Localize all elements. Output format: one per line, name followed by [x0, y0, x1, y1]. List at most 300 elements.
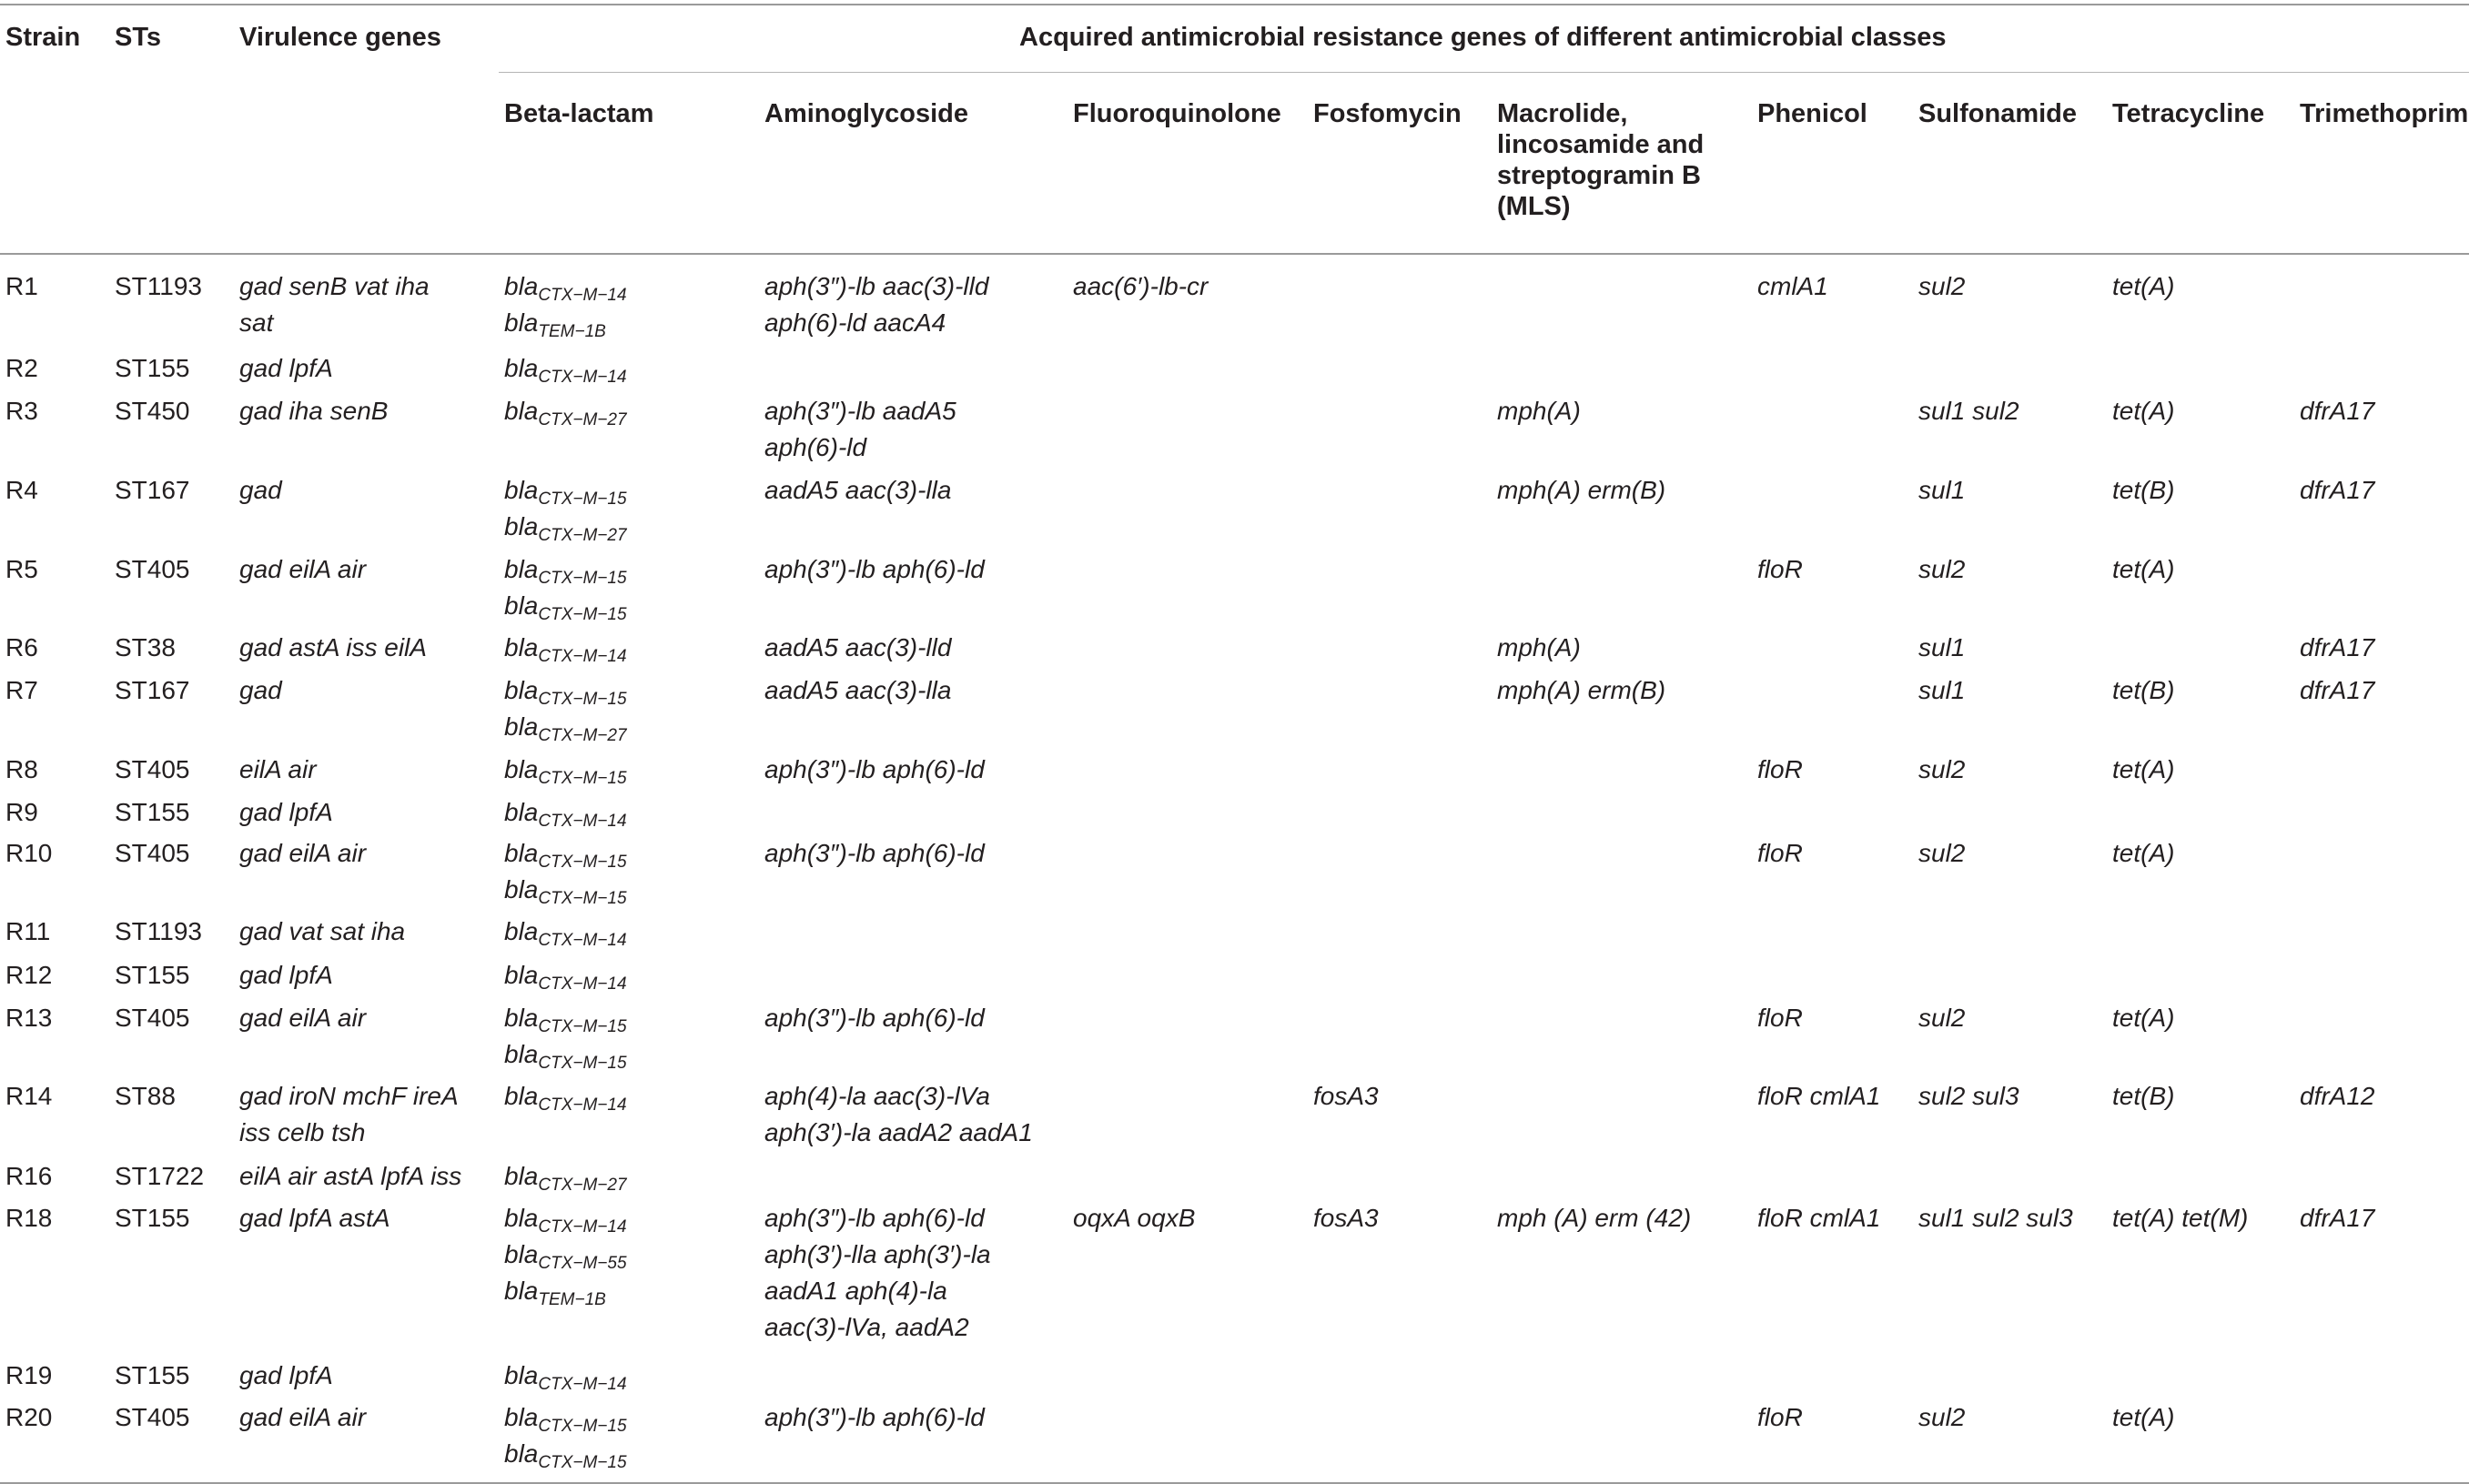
cell-mls [1497, 393, 1581, 429]
cell-sulfonamide-line: sul2 [1918, 555, 1966, 583]
cell-st: ST155 [115, 1204, 190, 1232]
gene-base: bla [504, 1204, 539, 1232]
cell-st: ST155 [115, 354, 190, 382]
cell-virulence [239, 835, 366, 872]
cell-tetracycline-line: tet(B) [2112, 676, 2175, 704]
gene-subscript: CTX−M−15 [538, 889, 627, 908]
cell-tetracycline [2112, 752, 2174, 788]
cell-tetracycline-line: tet(A) tet(M) [2112, 1204, 2249, 1232]
cell-sulfonamide-line: sul2 [1918, 1004, 1966, 1032]
cell-sulfonamide-line: sul2 sul3 [1918, 1082, 2019, 1110]
cell-virulence-line: gad eilA air [239, 1004, 367, 1032]
gene-subscript: CTX−M−14 [538, 812, 627, 831]
cell-sulfonamide [1918, 630, 1965, 666]
cell-virulence-line: gad [239, 676, 282, 704]
cell-beta-lactam-line [504, 393, 627, 429]
cell-aminoglycoside-line: aph(6)-ld [764, 433, 867, 461]
cell-beta-lactam-line [504, 551, 627, 588]
gene-subscript: TEM−1B [538, 1290, 606, 1309]
cell-virulence-line: sat [239, 308, 274, 337]
cell-aminoglycoside [764, 393, 956, 466]
cell-beta-lactam [504, 1399, 627, 1472]
cell-phenicol [1757, 1399, 1803, 1436]
cell-mls-line: mph(A) [1497, 397, 1581, 425]
cell-phenicol-line: floR [1757, 839, 1803, 867]
cell-strain: R1 [5, 272, 38, 300]
cell-fluoroquinolone-line: aac(6′)-lb-cr [1073, 272, 1209, 300]
gene-subscript: CTX−M−14 [538, 1375, 627, 1394]
cell-strain: R19 [5, 1361, 53, 1389]
gene-subscript: CTX−M−27 [538, 410, 627, 429]
gene-base: bla [504, 354, 539, 382]
cell-phenicol [1757, 835, 1803, 872]
cell-beta-lactam [504, 794, 627, 831]
cell-st: ST405 [115, 1004, 190, 1032]
gene-base: bla [504, 591, 539, 620]
gene-base: bla [504, 1162, 539, 1190]
cell-tetracycline-line: tet(A) [2112, 397, 2175, 425]
cell-sulfonamide [1918, 551, 1965, 588]
gene-subscript: TEM−1B [538, 322, 606, 341]
cell-beta-lactam [504, 752, 627, 788]
cell-virulence-line: gad lpfA [239, 1361, 333, 1389]
cell-tetracycline [2112, 1200, 2248, 1237]
cell-virulence-line: gad senB vat iha [239, 272, 430, 300]
cell-tetracycline [2112, 835, 2174, 872]
cell-aminoglycoside-line: aph(3″)-lb aph(6)-ld [764, 1403, 985, 1431]
gene-subscript: CTX−M−15 [538, 605, 627, 624]
cell-aminoglycoside [764, 630, 951, 666]
cell-beta-lactam-line [504, 1358, 627, 1394]
cell-virulence [239, 630, 427, 666]
cell-virulence-line: gad iroN mchF ireA [239, 1082, 459, 1110]
gene-base: bla [504, 1040, 539, 1068]
cell-st: ST167 [115, 476, 190, 504]
cell-beta-lactam [504, 472, 627, 545]
cell-sulfonamide [1918, 472, 1965, 509]
header-resistance-group: Acquired antimicrobial resistance genes of different antimicrobial classes [1019, 23, 1947, 52]
cell-strain: R14 [5, 1082, 53, 1110]
cell-tetracycline-line: tet(A) [2112, 1403, 2175, 1431]
cell-beta-lactam-line [504, 268, 627, 305]
gene-subscript: CTX−M−15 [538, 1453, 627, 1472]
cell-aminoglycoside-line: aph(3″)-lb aadA5 [764, 397, 956, 425]
cell-beta-lactam-line [504, 509, 627, 545]
header-tetracycline: Tetracycline [2112, 99, 2265, 128]
cell-sulfonamide-line: sul2 [1918, 1403, 1966, 1431]
cell-st: ST38 [115, 633, 176, 661]
header-phenicol: Phenicol [1757, 99, 1867, 128]
cell-aminoglycoside [764, 1399, 985, 1436]
cell-virulence [239, 1358, 333, 1394]
cell-aminoglycoside [764, 1078, 1033, 1151]
cell-beta-lactam-line [504, 1158, 627, 1195]
cell-phenicol-line: cmlA1 [1757, 272, 1828, 300]
cell-beta-lactam-line [504, 1436, 627, 1472]
cell-aminoglycoside [764, 1000, 985, 1036]
cell-mls [1497, 1200, 1691, 1237]
cell-virulence [239, 914, 405, 950]
cell-virulence [239, 752, 317, 788]
cell-aminoglycoside [764, 835, 985, 872]
cell-beta-lactam [504, 350, 627, 387]
cell-aminoglycoside-line: aph(6)-ld aacA4 [764, 308, 946, 337]
gene-subscript: CTX−M−14 [538, 974, 627, 994]
gene-base: bla [504, 512, 539, 540]
cell-fluoroquinolone [1073, 268, 1208, 305]
cell-fluoroquinolone [1073, 1200, 1195, 1237]
cell-phenicol-line: floR [1757, 1004, 1803, 1032]
cell-tetracycline-line: tet(B) [2112, 476, 2175, 504]
cell-beta-lactam-line [504, 914, 627, 950]
cell-tetracycline [2112, 268, 2174, 305]
cell-aminoglycoside-line: aph(3″)-lb aph(6)-ld [764, 1204, 985, 1232]
cell-sulfonamide [1918, 835, 1965, 872]
cell-strain: R6 [5, 633, 38, 661]
cell-phenicol-line: floR [1757, 1403, 1803, 1431]
cell-virulence-line: gad vat sat iha [239, 917, 406, 945]
header-virulence: Virulence genes [239, 23, 441, 52]
cell-virulence-line: gad iha senB [239, 397, 389, 425]
gene-base: bla [504, 308, 539, 337]
cell-mls-line: mph(A) [1497, 633, 1581, 661]
cell-beta-lactam-line [504, 709, 627, 745]
cell-trimethoprim [2300, 1200, 2375, 1237]
cell-beta-lactam [504, 393, 627, 429]
cell-strain: R11 [5, 917, 51, 945]
cell-beta-lactam [504, 672, 627, 745]
cell-phenicol-line: floR [1757, 755, 1803, 783]
cell-aminoglycoside [764, 551, 985, 588]
cell-trimethoprim [2300, 472, 2375, 509]
cell-sulfonamide-line: sul1 [1918, 676, 1966, 704]
cell-virulence [239, 794, 333, 831]
cell-aminoglycoside [764, 1200, 991, 1346]
cell-virulence-line: gad lpfA [239, 798, 333, 826]
cell-trimethoprim-line: dfrA12 [2300, 1082, 2375, 1110]
cell-phenicol [1757, 1200, 1880, 1237]
gene-subscript: CTX−M−15 [538, 690, 627, 709]
gene-subscript: CTX−M−15 [538, 490, 627, 509]
gene-subscript: CTX−M−15 [538, 769, 627, 788]
cell-aminoglycoside [764, 472, 951, 509]
gene-subscript: CTX−M−14 [538, 931, 627, 950]
cell-aminoglycoside [764, 672, 951, 709]
cell-phenicol [1757, 1000, 1803, 1036]
cell-tetracycline [2112, 472, 2174, 509]
cell-mls [1497, 630, 1581, 666]
cell-aminoglycoside-line: aadA5 aac(3)-lla [764, 476, 952, 504]
gene-base: bla [504, 1361, 539, 1389]
cell-mls [1497, 472, 1665, 509]
cell-sulfonamide [1918, 1399, 1965, 1436]
cell-virulence [239, 472, 282, 509]
gene-subscript: CTX−M−27 [538, 1176, 627, 1195]
gene-subscript: CTX−M−14 [538, 286, 627, 305]
cell-strain: R4 [5, 476, 38, 504]
cell-beta-lactam-line [504, 305, 627, 341]
cell-virulence-line: gad lpfA [239, 961, 333, 989]
cell-tetracycline [2112, 672, 2174, 709]
cell-sulfonamide [1918, 1200, 2073, 1237]
gene-subscript: CTX−M−55 [538, 1254, 627, 1273]
cell-st: ST1193 [115, 272, 202, 300]
cell-aminoglycoside-line: aadA5 aac(3)-lld [764, 633, 952, 661]
cell-trimethoprim-line: dfrA17 [2300, 1204, 2375, 1232]
cell-beta-lactam-line [504, 794, 627, 831]
cell-aminoglycoside-line: aph(3″)-lb aph(6)-ld [764, 1004, 985, 1032]
cell-sulfonamide-line: sul2 [1918, 272, 1966, 300]
cell-beta-lactam-line [504, 1036, 627, 1073]
cell-beta-lactam [504, 1200, 627, 1309]
gene-base: bla [504, 476, 539, 504]
header-strain: Strain [5, 23, 81, 52]
cell-phenicol-line: floR cmlA1 [1757, 1082, 1881, 1110]
cell-beta-lactam-line [504, 1399, 627, 1436]
gene-subscript: CTX−M−14 [538, 1217, 627, 1237]
cell-trimethoprim [2300, 1078, 2375, 1115]
cell-st: ST1193 [115, 917, 202, 945]
gene-base: bla [504, 555, 539, 583]
cell-virulence-line: gad lpfA astA [239, 1204, 390, 1232]
cell-mls-line: mph(A) erm(B) [1497, 676, 1666, 704]
gene-base: bla [504, 272, 539, 300]
cell-virulence [239, 350, 333, 387]
gene-base: bla [504, 839, 539, 867]
gene-base: bla [504, 633, 539, 661]
cell-fosfomycin [1313, 1078, 1379, 1115]
cell-phenicol [1757, 1078, 1880, 1115]
cell-fosfomycin-line: fosA3 [1313, 1082, 1379, 1110]
cell-phenicol [1757, 551, 1803, 588]
cell-beta-lactam [504, 268, 627, 341]
cell-sulfonamide [1918, 752, 1965, 788]
cell-virulence-line: gad eilA air [239, 555, 367, 583]
header-aminoglycoside: Aminoglycoside [764, 99, 968, 128]
header-mls: Macrolide, lincosamide and streptogramin B (MLS) [1497, 99, 1705, 221]
cell-sulfonamide-line: sul2 [1918, 755, 1966, 783]
cell-st: ST155 [115, 1361, 190, 1389]
cell-trimethoprim [2300, 630, 2375, 666]
cell-aminoglycoside-line: aph(3′)-la aadA2 aadA1 [764, 1118, 1033, 1146]
cell-mls-line: mph (A) erm (42) [1497, 1204, 1692, 1232]
cell-beta-lactam [504, 551, 627, 624]
cell-virulence-line: gad astA iss eilA [239, 633, 427, 661]
cell-mls-line: mph(A) erm(B) [1497, 476, 1666, 504]
cell-virulence-line: eilA air astA lpfA iss [239, 1162, 462, 1190]
gene-base: bla [504, 961, 539, 989]
cell-beta-lactam-line [504, 1273, 627, 1309]
cell-strain: R9 [5, 798, 38, 826]
cell-beta-lactam-line [504, 1200, 627, 1237]
cell-strain: R20 [5, 1403, 53, 1431]
gene-base: bla [504, 1403, 539, 1431]
gene-base: bla [504, 1277, 539, 1305]
cell-aminoglycoside-line: aph(3″)-lb aac(3)-lld [764, 272, 989, 300]
cell-tetracycline [2112, 1399, 2174, 1436]
cell-virulence-line: gad eilA air [239, 839, 367, 867]
cell-virulence [239, 672, 282, 709]
cell-beta-lactam-line [504, 672, 627, 709]
cell-beta-lactam-line [504, 472, 627, 509]
cell-sulfonamide-line: sul1 [1918, 476, 1966, 504]
cell-aminoglycoside-line: aph(4)-la aac(3)-lVa [764, 1082, 990, 1110]
cell-st: ST1722 [115, 1162, 205, 1190]
cell-beta-lactam-line [504, 835, 627, 872]
cell-phenicol-line: floR [1757, 555, 1803, 583]
cell-aminoglycoside-line: aadA5 aac(3)-lla [764, 676, 952, 704]
gene-subscript: CTX−M−15 [538, 569, 627, 588]
cell-beta-lactam-line [504, 1078, 627, 1115]
cell-strain: R16 [5, 1162, 53, 1190]
cell-virulence [239, 1158, 461, 1195]
gene-base: bla [504, 1240, 539, 1268]
cell-mls [1497, 672, 1665, 709]
cell-tetracycline [2112, 1078, 2174, 1115]
cell-fluoroquinolone-line: oqxA oqxB [1073, 1204, 1196, 1232]
cell-tetracycline-line: tet(B) [2112, 1082, 2175, 1110]
cell-strain: R18 [5, 1204, 53, 1232]
cell-aminoglycoside [764, 268, 988, 341]
cell-tetracycline-line: tet(A) [2112, 555, 2175, 583]
cell-sulfonamide-line: sul1 sul2 [1918, 397, 2019, 425]
cell-phenicol-line: floR cmlA1 [1757, 1204, 1881, 1232]
cell-st: ST450 [115, 397, 190, 425]
cell-beta-lactam-line [504, 752, 627, 788]
cell-aminoglycoside-line: aph(3′)-lla aph(3′)-la [764, 1240, 991, 1268]
cell-strain: R2 [5, 354, 38, 382]
cell-beta-lactam-line [504, 350, 627, 387]
cell-trimethoprim-line: dfrA17 [2300, 476, 2375, 504]
cell-strain: R13 [5, 1004, 53, 1032]
gene-subscript: CTX−M−15 [538, 1017, 627, 1036]
cell-beta-lactam [504, 835, 627, 908]
group-header-underline [499, 72, 2469, 73]
cell-beta-lactam [504, 630, 627, 666]
cell-st: ST405 [115, 555, 190, 583]
gene-subscript: CTX−M−14 [538, 1095, 627, 1115]
cell-aminoglycoside-line: aph(3″)-lb aph(6)-ld [764, 839, 985, 867]
cell-trimethoprim-line: dfrA17 [2300, 397, 2375, 425]
cell-trimethoprim-line: dfrA17 [2300, 633, 2375, 661]
cell-sulfonamide-line: sul2 [1918, 839, 1966, 867]
cell-virulence [239, 957, 333, 994]
cell-sulfonamide [1918, 1000, 1965, 1036]
header-sts: STs [115, 23, 162, 52]
gene-base: bla [504, 1439, 539, 1468]
cell-virulence [239, 551, 366, 588]
cell-virulence [239, 1000, 366, 1036]
cell-sulfonamide [1918, 672, 1965, 709]
cell-tetracycline-line: tet(A) [2112, 272, 2175, 300]
cell-beta-lactam-line [504, 630, 627, 666]
cell-beta-lactam [504, 957, 627, 994]
cell-strain: R12 [5, 961, 53, 989]
gene-base: bla [504, 875, 539, 904]
top-rule [0, 4, 2469, 5]
gene-subscript: CTX−M−14 [538, 647, 627, 666]
cell-fosfomycin [1313, 1200, 1379, 1237]
cell-sulfonamide [1918, 393, 2019, 429]
cell-virulence [239, 1200, 390, 1237]
gene-subscript: CTX−M−14 [538, 368, 627, 387]
gene-base: bla [504, 1082, 539, 1110]
gene-subscript: CTX−M−15 [538, 1417, 627, 1436]
cell-aminoglycoside [764, 752, 985, 788]
cell-virulence-line: gad lpfA [239, 354, 333, 382]
cell-beta-lactam [504, 1358, 627, 1394]
cell-phenicol [1757, 752, 1803, 788]
cell-st: ST155 [115, 961, 190, 989]
header-beta-lactam: Beta-lactam [504, 99, 654, 128]
cell-aminoglycoside-line: aadA1 aph(4)-la [764, 1277, 947, 1305]
cell-st: ST405 [115, 755, 190, 783]
gene-subscript: CTX−M−15 [538, 853, 627, 872]
cell-sulfonamide [1918, 268, 1965, 305]
cell-sulfonamide-line: sul1 [1918, 633, 1966, 661]
cell-beta-lactam-line [504, 1237, 627, 1273]
cell-virulence-line: eilA air [239, 755, 317, 783]
cell-sulfonamide [1918, 1078, 2019, 1115]
cell-st: ST155 [115, 798, 190, 826]
cell-aminoglycoside-line: aph(3″)-lb aph(6)-ld [764, 755, 985, 783]
cell-virulence [239, 268, 430, 341]
cell-aminoglycoside-line: aph(3″)-lb aph(6)-ld [764, 555, 985, 583]
cell-strain: R10 [5, 839, 53, 867]
gene-subscript: CTX−M−15 [538, 1054, 627, 1073]
gene-subscript: CTX−M−27 [538, 726, 627, 745]
cell-virulence [239, 1078, 459, 1151]
cell-strain: R3 [5, 397, 38, 425]
cell-fosfomycin-line: fosA3 [1313, 1204, 1379, 1232]
header-bottom-rule [0, 253, 2469, 255]
cell-virulence [239, 1399, 366, 1436]
cell-phenicol [1757, 268, 1828, 305]
header-fosfomycin: Fosfomycin [1313, 99, 1462, 128]
cell-st: ST405 [115, 839, 190, 867]
cell-beta-lactam [504, 914, 627, 950]
gene-base: bla [504, 676, 539, 704]
gene-base: bla [504, 917, 539, 945]
cell-sulfonamide-line: sul1 sul2 sul3 [1918, 1204, 2073, 1232]
cell-virulence-line: gad [239, 476, 282, 504]
gene-base: bla [504, 397, 539, 425]
cell-beta-lactam-line [504, 588, 627, 624]
cell-virulence-line: gad eilA air [239, 1403, 367, 1431]
cell-tetracycline-line: tet(A) [2112, 839, 2175, 867]
cell-beta-lactam [504, 1000, 627, 1073]
cell-aminoglycoside-line: aac(3)-lVa, aadA2 [764, 1313, 969, 1341]
cell-trimethoprim [2300, 393, 2375, 429]
cell-beta-lactam-line [504, 1000, 627, 1036]
cell-strain: R8 [5, 755, 38, 783]
gene-base: bla [504, 712, 539, 741]
cell-strain: R7 [5, 676, 38, 704]
cell-tetracycline [2112, 1000, 2174, 1036]
cell-tetracycline-line: tet(A) [2112, 755, 2175, 783]
header-sulfonamide: Sulfonamide [1918, 99, 2078, 128]
cell-virulence [239, 393, 388, 429]
cell-beta-lactam [504, 1158, 627, 1195]
cell-beta-lactam [504, 1078, 627, 1115]
gene-base: bla [504, 798, 539, 826]
cell-st: ST88 [115, 1082, 176, 1110]
cell-st: ST167 [115, 676, 190, 704]
gene-base: bla [504, 755, 539, 783]
cell-tetracycline-line: tet(A) [2112, 1004, 2175, 1032]
gene-subscript: CTX−M−27 [538, 526, 627, 545]
cell-trimethoprim [2300, 672, 2375, 709]
